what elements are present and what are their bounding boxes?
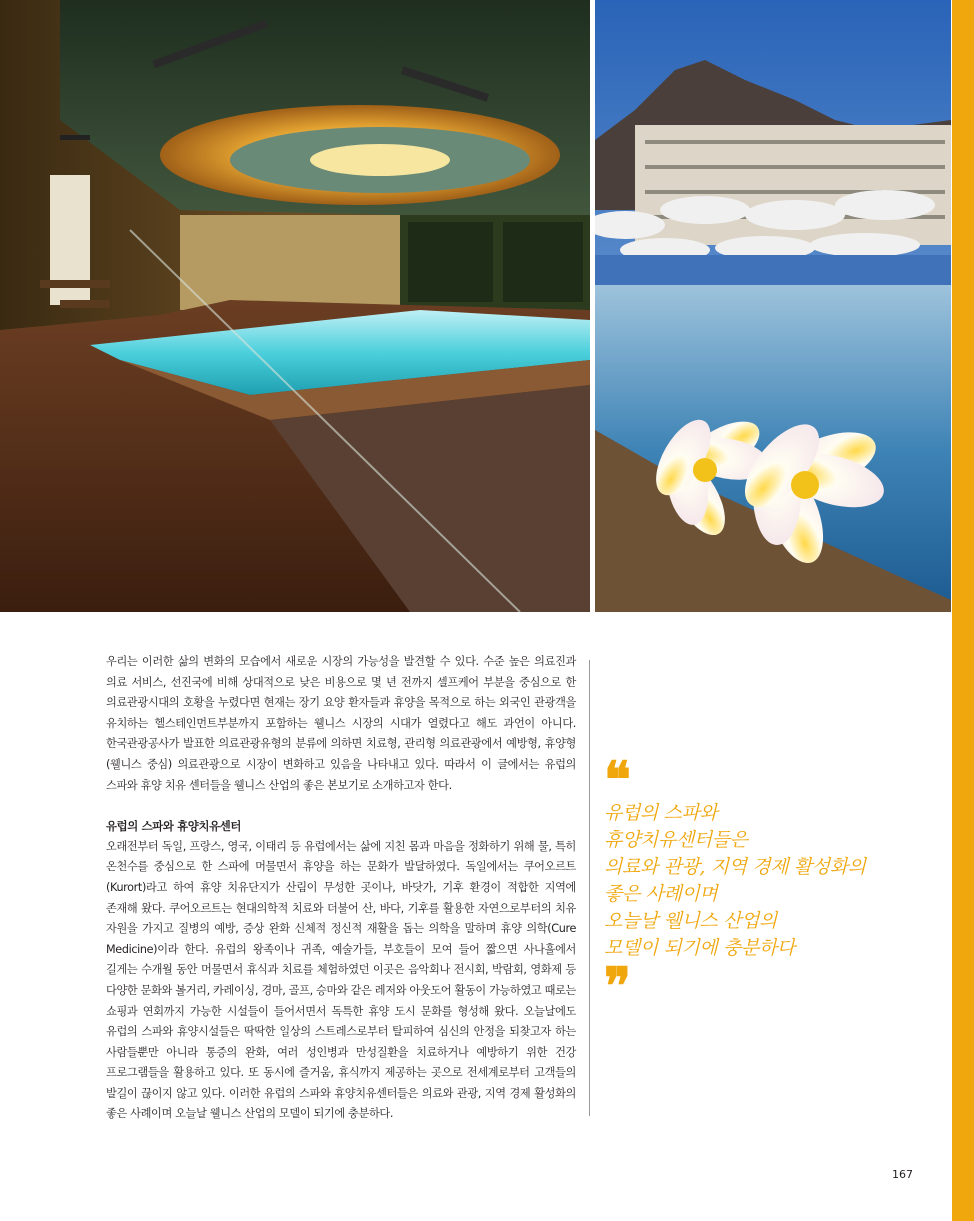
resort-pool-flowers-photo bbox=[595, 0, 951, 612]
close-quote-icon: ❞ bbox=[604, 956, 631, 1015]
pull-quote-line: 오늘날 웰니스 산업의 bbox=[604, 910, 777, 932]
pull-quote-text bbox=[604, 800, 934, 962]
pull-quote bbox=[604, 750, 934, 1015]
section-heading: 유럽의 스파와 휴양치유센터 bbox=[106, 819, 242, 834]
article-body bbox=[106, 652, 576, 1125]
pull-quote-line: 휴양치유센터들은 bbox=[604, 829, 748, 851]
open-quote-icon: ❝ bbox=[604, 750, 631, 809]
section-paragraph: 오래전부터 독일, 프랑스, 영국, 이태리 등 유럽에서는 삶에 지친 몸과 마음을 정화하기 위해 물, 특히 온천수를 중심으로 한 스파에 머물면서 휴양을 하는 문화가 발달하였다. 독일에서는 쿠어오르트(Kurort)라고 하여 휴양 치유단지가 산림이 무성한 곳이나, 바닷가, 기후 환경이 적합한 지역에 존재해 왔다. 쿠어오르트는 현대의학적 치료와 더불어 산, 바다, 기후를 활용한 자연으로부터의 치유 자원을 가지고 질병의 예방, 증상 완화 신체적 정신적 재활을 돕는 의학을 말하며 휴양 의학(Cure Medicine)이라 한다. 유럽의 왕족이나 귀족, 예술가들, 부호들이 모여 들어 짧으면 사나흘에서 길게는 수개월 동안 머물면서 휴식과 치료를 체험하였던 이곳은 음악회나 전시회, 박람회, 영화제 등 다양한 문화와 볼거리, 카레이싱, 경마, 골프, 승마와 같은 레저와 아웃도어 활동이 가능하였고 때로는 쇼핑과 연회까지 가능한 시설들이 들어서면서 독특한 휴양 도시 문화를 형성해 왔다. 오늘날에도 유럽의 스파와 휴양시설들은 딱딱한 일상의 스트레스로부터 탈피하여 심신의 안정을 되찾고자 하는 사람들뿐만 아니라 통증의 완화, 여러 성인병과 만성질환을 치료하거나 예방하기 위한 건강 프로그램들을 활용하고 있다. 또 동시에 즐거움, 휴식까지 제공하는 곳으로 전세계로부터 고객들의 발길이 끊이지 않고 있다. 이러한 유럽의 스파와 휴양치유센터들은 의료와 관광, 지역 경제 활성화의 좋은 사례이며 오늘날 웰니스 산업의 모델이 되기에 충분하다. bbox=[106, 839, 576, 1121]
column-divider bbox=[589, 660, 590, 1116]
intro-paragraph: 우리는 이러한 삶의 변화의 모습에서 새로운 시장의 가능성을 발견할 수 있다. 수준 높은 의료진과 의료 서비스, 선진국에 비해 상대적으로 낮은 비용으로 몇 년 전까지 셀프케어 부분을 중심으로 한 의료관광시대의 호황을 누렸다면 현재는 장기 요양 환자들과 휴양을 목적으로 하는 외국인 관광객을 유치하는 헬스테인먼트부분까지 포함하는 웰니스 시장의 시대가 열렸다고 해도 과언이 아니다. 한국관광공사가 발표한 의료관광유형의 분류에 의하면 치료형, 관리형 의료관광에서 예방형, 휴양형(웰니스 중심) 의료관광으로 시장이 변화하고 있음을 나타내고 있다. 따라서 이 글에서는 유럽의 스파와 휴양 치유 센터들을 웰니스 산업의 좋은 본보기로 소개하고자 한다. bbox=[106, 655, 576, 792]
accent-side-bar bbox=[952, 0, 974, 1221]
pull-quote-line: 모델이 되기에 충분하다 bbox=[604, 937, 795, 959]
page-number: 167 bbox=[892, 1168, 913, 1181]
spa-pool-photo bbox=[0, 0, 590, 612]
pull-quote-line: 의료와 관광, 지역 경제 활성화의 bbox=[604, 856, 866, 878]
pull-quote-line: 좋은 사례이며 bbox=[604, 883, 718, 905]
pull-quote-line: 유럽의 스파와 bbox=[604, 802, 718, 824]
